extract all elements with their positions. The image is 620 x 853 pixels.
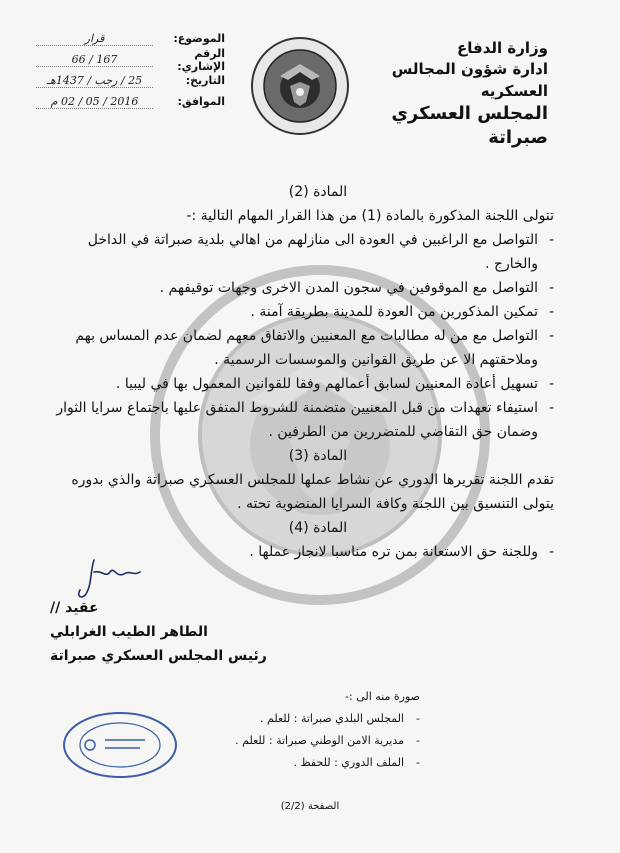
subject-label: الموضوع: xyxy=(173,32,225,45)
subject-value: قرار xyxy=(36,32,153,46)
corr-date-value: 2016 / 05 / 02 م xyxy=(36,95,153,109)
ministry-name: وزارة الدفاع xyxy=(457,39,548,57)
department-name: ادارة شؤون المجالس العسكريه xyxy=(391,60,548,100)
corr-date-row xyxy=(30,91,225,112)
council-name: المجلس العسكري صبراتة xyxy=(391,103,548,148)
copy-recipient: - الملف الدوري : للحفظ . xyxy=(180,752,420,774)
task-item: - التواصل مع الراغبين في العودة الى منازلهم من اهالي بلدية صبراتة في الداخل والخارج . xyxy=(52,228,554,276)
handwritten-signature xyxy=(72,552,152,602)
document-body xyxy=(52,180,554,564)
signer-name: الطاهر الطيب الغرابلي xyxy=(50,624,208,640)
task-item: - تسهيل أعادة المعنيين لسابق أعمالهم وفقا للقوانين المعمول بها في ليبيا . xyxy=(52,372,554,396)
signer-block xyxy=(50,596,280,668)
council-seal-logo xyxy=(250,36,350,136)
signer-rank: عقيد // xyxy=(50,600,99,616)
date-label: التاريخ: xyxy=(185,74,225,87)
copies-list xyxy=(180,686,420,774)
task-item: - تمكين المذكورين من العودة للمدينة بطريقة آمنة . xyxy=(52,300,554,324)
task-item: - استيفاء تعهدات من قبل المعنيين متضمنة للشروط المتفق عليها باجتماع سرايا الثوار وضمان حق التقاضي للمتضررين من الطرفين . xyxy=(52,396,554,444)
reference-fields xyxy=(30,28,225,112)
date-value: 25 / رجب / 1437هـ xyxy=(36,74,153,88)
org-header xyxy=(348,38,548,150)
copy-recipient: - مديرية الامن الوطني صبراتة : للعلم . xyxy=(180,730,420,752)
ref-value: 167 / 66 xyxy=(36,53,153,67)
article-4-text: - وللجنة حق الاستعانة بمن تره مناسبا لانجاز عملها . xyxy=(52,540,554,564)
copies-label: صورة منه الى :- xyxy=(345,690,420,703)
copy-recipient: - المجلس البلدي صبراتة : للعلم . xyxy=(180,708,420,730)
article-3-heading: المادة (3) xyxy=(288,448,348,464)
ref-label: الرقم الإشاري: xyxy=(177,46,225,73)
task-item: - التواصل مع الموقوفين في سجون المدن الاخرى وجهات توقيفهم . xyxy=(52,276,554,300)
corr-date-label: الموافق: xyxy=(177,95,225,108)
task-item: - التواصل مع من له مطالبات مع المعنيين والاتفاق معهم لضمان عدم المساس بهم وملاحقتهم الا عن طريق القوانين والموسسات الرسمية . xyxy=(52,324,554,372)
article-2-heading: المادة (2) xyxy=(288,184,348,200)
article-2-intro: تتولى اللجنة المذكورة بالمادة (1) من هذا القرار المهام التالية :- xyxy=(186,208,554,224)
date-row xyxy=(30,70,225,91)
article-3-text: تقدم اللجنة تقريرها الدوري عن نشاط عملها للمجلس العسكري صبراتة والذي بدوره يتولى التنسيق بين اللجنة وكافة السرايا المنضوية تحته . xyxy=(71,472,554,512)
ref-row xyxy=(30,46,225,73)
article-4-heading: المادة (4) xyxy=(288,520,348,536)
page-number: الصفحة (2/2) xyxy=(280,801,340,812)
signer-title: رئيس المجلس العسكري صبراتة xyxy=(50,648,267,664)
official-stamp xyxy=(60,710,180,780)
